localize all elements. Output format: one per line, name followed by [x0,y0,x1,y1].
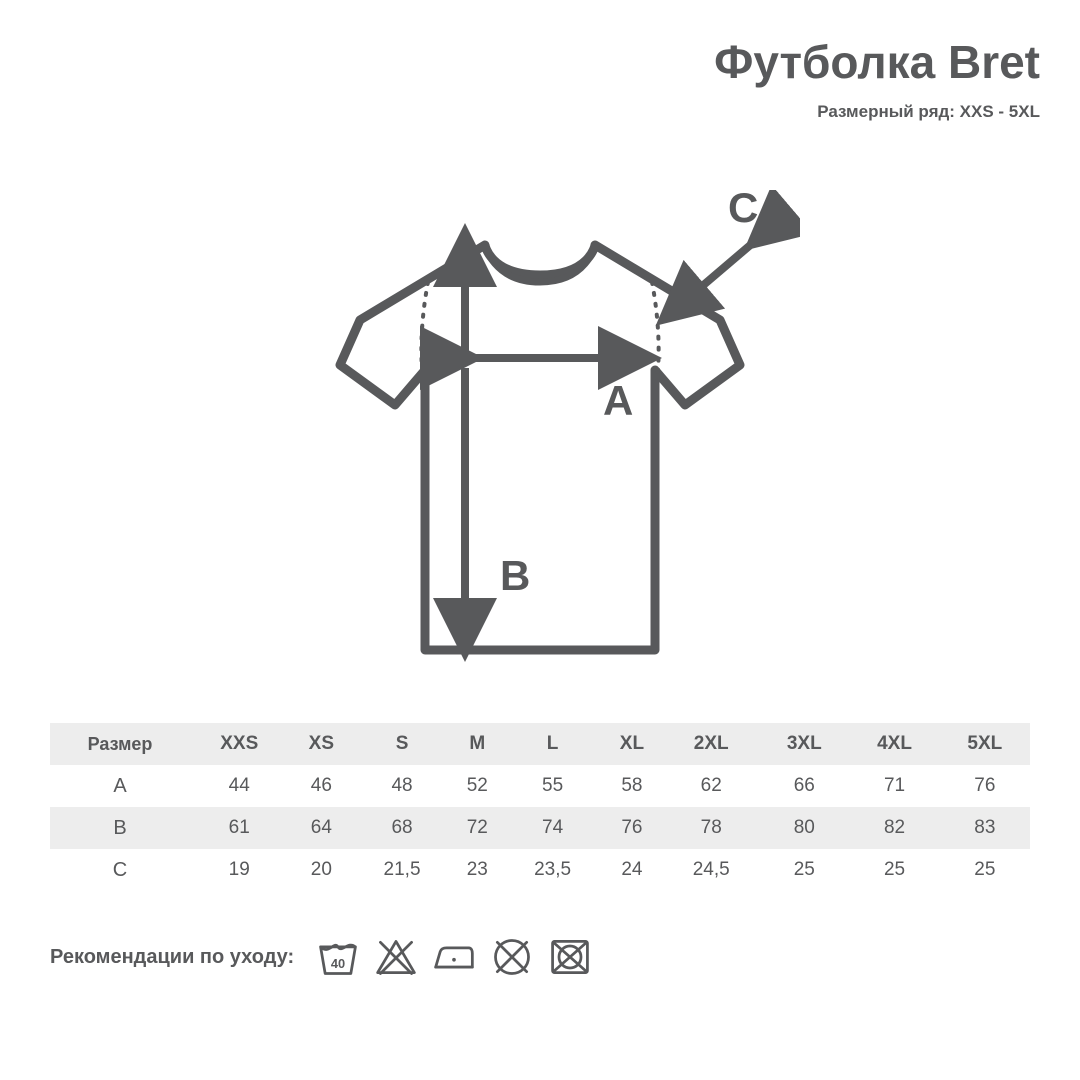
cell-b-l: 74 [505,807,601,849]
cell-a-m: 52 [450,765,505,807]
measure-c-label: C [728,190,759,231]
measure-c-arrow [680,230,768,305]
column-header-4xl: 4XL [849,723,939,765]
care-label: Рекомендации по уходу: [50,945,295,968]
cell-b-3xl: 80 [759,807,849,849]
cell-c-2xl: 24,5 [663,849,759,891]
size-table [50,723,1030,891]
row-label-a: A [50,765,190,807]
measure-b-label: B [500,552,531,599]
cell-a-3xl: 66 [759,765,849,807]
cell-a-s: 48 [354,765,450,807]
wash-temp-text: 40 [331,956,346,971]
care-instructions [50,935,592,979]
column-header-xs: XS [288,723,354,765]
table-row [50,849,1030,891]
column-header-5xl: 5XL [940,723,1030,765]
cell-c-xs: 20 [288,849,354,891]
tshirt-outline [340,245,740,650]
column-header-s: S [354,723,450,765]
cell-b-s: 68 [354,807,450,849]
page-title: Футболка Bret [714,36,1040,88]
do-not-tumble-dry-icon [548,935,592,979]
column-header-3xl: 3XL [759,723,849,765]
cell-b-xs: 64 [288,807,354,849]
measure-a-label: A [603,377,634,424]
cell-b-5xl: 83 [940,807,1030,849]
do-not-dryclean-icon [490,935,534,979]
cell-b-2xl: 78 [663,807,759,849]
cell-b-xxs: 61 [190,807,288,849]
size-table-head [50,723,1030,765]
page-header [714,38,1040,122]
cell-c-4xl: 25 [849,849,939,891]
cell-a-5xl: 76 [940,765,1030,807]
cell-c-3xl: 25 [759,849,849,891]
tshirt-diagram [300,190,800,680]
cell-c-5xl: 25 [940,849,1030,891]
cell-c-l: 23,5 [505,849,601,891]
column-header-m: M [450,723,505,765]
column-header-2xl: 2XL [663,723,759,765]
size-range-subtitle: Размерный ряд: XXS - 5XL [817,102,1040,122]
table-row [50,765,1030,807]
cell-c-s: 21,5 [354,849,450,891]
row-label-c: C [50,849,190,891]
table-header-row [50,723,1030,765]
do-not-bleach-icon [374,935,418,979]
table-row [50,807,1030,849]
size-table-body [50,765,1030,891]
row-label-b: B [50,807,190,849]
cell-c-xxs: 19 [190,849,288,891]
iron-low-icon [432,935,476,979]
cell-a-l: 55 [505,765,601,807]
cell-a-2xl: 62 [663,765,759,807]
column-header-size: Размер [50,723,190,765]
cell-b-xl: 76 [600,807,663,849]
wash-40-icon [316,935,360,979]
cell-c-m: 23 [450,849,505,891]
column-header-xxs: XXS [190,723,288,765]
cell-b-m: 72 [450,807,505,849]
cell-a-4xl: 71 [849,765,939,807]
column-header-xl: XL [600,723,663,765]
cell-a-xs: 46 [288,765,354,807]
cell-b-4xl: 82 [849,807,939,849]
cell-c-xl: 24 [600,849,663,891]
cell-a-xl: 58 [600,765,663,807]
cell-a-xxs: 44 [190,765,288,807]
column-header-l: L [505,723,601,765]
care-icon-list [316,935,592,979]
